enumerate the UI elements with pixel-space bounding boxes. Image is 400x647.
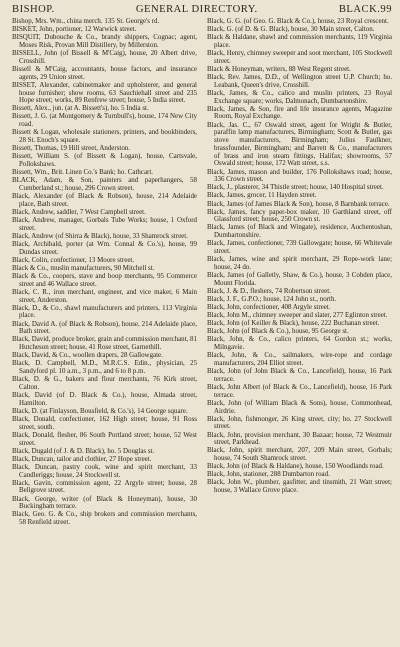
directory-entry: Black, John, fishmonger, 26 King street, city; ho. 27 Stockwell street. — [207, 414, 392, 431]
directory-entry: Black, Geo. G. & Co., ship brokers and commission merchants, 58 Renfield street. — [12, 510, 197, 527]
directory-entry: Black, D. Campbell, M.D., M.R.C.S. Edin., physician, 25 Sandyford pl. 10 a.m., 3 p.m., and 6 to 8 p.m. — [12, 359, 197, 376]
directory-entry: Black, Jas. C., 67 Oswald street, agent for Wright & Butler, paraffin lamp manufacturers, Birmingham; Scott & Butler, gas stove manufacturers, Birmingham; Julius Faulkner, brassfounder, Birmingham; and Barrett & Co., manufacturers of brass and iron steam fittings, Halifax; showrooms, 57 Oswald street; house, 172 Watt street, s.s. — [207, 120, 392, 168]
directory-entry: Black, Duncan, pastry cook, wine and spirit merchant, 33 Candleriggs; house, 24 Stockwell st. — [12, 462, 197, 479]
directory-entry: Black, D., & Co., shawl manufacturers and printers, 113 Virginia place. — [12, 303, 197, 320]
directory-entry: Black, John, spirit merchant, 207, 209 Main street, Gorbals; house, 74 South Shamrock street. — [207, 446, 392, 463]
running-header — [12, 4, 392, 16]
directory-entry: Bissett, Wm., Brit. Linen Co.'s Bank; ho. Cathcart. — [12, 168, 154, 177]
directory-entry: Black & Co., muslin manufacturers, 90 Mitchell st. — [12, 263, 155, 272]
directory-entry: Black, G. G. (of Geo. G. Black & Co.), house, 23 Royal crescent. — [207, 17, 389, 25]
directory-entry: Black, Dugald (of J. & D. Black), ho. 5 Douglas st. — [12, 446, 155, 455]
directory-entry: Black, Rev. James, D.D., of Wellington street U.P. Church; ho. Leabank, Queen's drive, Crosshill. — [207, 72, 392, 89]
right-column — [207, 18, 392, 527]
directory-entry: Black, Andrew (of Shirra & Black), house, 33 Shamrock street. — [12, 231, 188, 240]
header-left: BISHOP. — [12, 4, 55, 15]
directory-entry: Black, David A. (of Black & Robson), house, 214 Adelaide place, Bath street. — [12, 319, 197, 336]
directory-entry: Black, James, & Co., calico and muslin printers, 23 Royal Exchange square; works, Dalmonach, Dumbartonshire. — [207, 88, 392, 105]
directory-entry: Black, John (of Keiller & Black), house, 222 Buchanan street. — [207, 319, 380, 328]
directory-entry: Black, J. F., G.P.O.; house, 124 John st., north. — [207, 294, 337, 303]
directory-entry: Black, James (of James Black & Son), house, 8 Barnbank terrace. — [207, 199, 390, 208]
directory-entry: Black, D. & G., bakers and flour merchants, 76 Kirk street, Calton. — [12, 375, 197, 391]
directory-entry: Bissell & M'Caig, accountants, house factors, and insurance agents, 29 Union street. — [12, 64, 197, 81]
directory-entry: Black, John, stationer, 288 Dumbarton road. — [207, 470, 330, 479]
directory-entry: Black, D. (at Finlayson, Bousfield, & Co.'s), 14 George square. — [12, 406, 188, 415]
directory-entry: Black, John, & Co., calico printers, 64 Gordon st.; works, Milngavie. — [207, 335, 392, 352]
directory-entry: Black, John Albert (of Black & Co., Lancefield), house, 16 Park terrace. — [207, 382, 392, 399]
left-column — [12, 18, 197, 527]
directory-entry: Black, Colin, confectioner, 13 Moore street. — [12, 255, 135, 264]
directory-entry: Black, George, writer (of Black & Honeyman), house, 30 Buckingham terrace. — [12, 494, 197, 511]
directory-entry: BISKET, John, portioner, 12 Warwick street. — [12, 25, 137, 34]
directory-entry: Bissett, Thomas, 19 Hill street, Anderston. — [12, 144, 130, 153]
directory-entry: BISSET, Alexander, cabinetmaker and upholsterer, and general house furnisher; show rooms, 63 Sauchiehall street and 235 Hope street; works, 89 Renfrew street; house, 5 India street. — [12, 80, 197, 105]
directory-entry: Black, David (of D. Black & Co.), house, Almada street, Hamilton. — [12, 391, 197, 407]
directory-entry: Bissett, Alex., jun. (at A. Bissett's), ho. 5 India st. — [12, 104, 149, 113]
directory-entry: Black, James, grocer, 11 Hayden street. — [207, 191, 317, 200]
directory-entry: BISQUIT, Dubouche & Co., brandy shippers, Cognac; agent, Moses Risk, Provan Mill Distillery, by Millerston. — [12, 33, 197, 49]
header-right: BLACK. — [338, 4, 381, 15]
directory-entry: Black, David, & Co., woollen drapers, 28 Gallowgate. — [12, 351, 163, 360]
directory-entry: Black, Duncan, tailor and clothier, 27 Hope street. — [12, 454, 152, 463]
directory-entry: Black, John (of John Black & Co., Lancefield), house, 16 Park terrace. — [207, 367, 392, 383]
directory-entry: Black & Honeyman, writers, 88 West Regent street. — [207, 64, 351, 73]
directory-entry: Black, James (of Galletly, Shaw, & Co.), house, 3 Cobden place, Mount Florida. — [207, 271, 392, 287]
directory-entry: Black, Andrew, saddler, 7 West Campbell street. — [12, 207, 146, 216]
directory-entry: Bissett, William S. (of Bissett & Logan), house, Cartsvale, Pollokshaws. — [12, 152, 197, 169]
directory-entry: Black, Donald, confectioner, 162 High street; house, 91 Ross street, south. — [12, 414, 197, 431]
directory-entry: Bissett, J. G. (at Montgomery & Turnbull's), house, 174 New City road. — [12, 112, 197, 129]
directory-entry: Black, James, wine and spirit merchant, 29 Rope-work lane; house, 24 do. — [207, 255, 392, 271]
directory-entry: Black, John, confectioner, 408 Argyle street. — [207, 303, 331, 312]
directory-entry: Black, James, fancy paper-box maker, 10 Garthland street, off Glassford street; house, 250 Crown st. — [207, 207, 392, 224]
directory-entry: Black, John M., chimney sweeper and slater, 277 Eglinton street. — [207, 311, 388, 320]
directory-entry: Black, James, & Son, fire and life insurance agents, Magazine Room, Royal Exchange. — [207, 104, 392, 121]
directory-entry: Black, Donald, flesher, 86 South Portland street; house, 52 West street. — [12, 430, 197, 447]
directory-entry: Black, G. (of D. & G. Black), house, 30 Main street, Calton. — [207, 25, 375, 34]
directory-entry: Black, David, produce broker, grain and commission merchant, 81 Hutcheson street; house, 41 Rose street, Garnethill. — [12, 335, 197, 352]
directory-entry: Black, John (of Black & Haldane), house, 150 Woodlands road. — [207, 462, 384, 471]
directory-entry: Black, James (of Black and Wingate), residence, Auchentoshan, Dumbartonshire. — [207, 223, 392, 240]
header-center: GENERAL DIRECTORY. — [135, 4, 258, 15]
directory-entry: Black, C. R., iron merchant, engineer, and vice maker, 6 Main street, Anderston. — [12, 287, 197, 304]
directory-entry: Black, James, confectioner, 739 Gallowgate; house, 66 Whitevale street. — [207, 239, 392, 256]
directory-entry: Black, John, provision merchant, 30 Bazaar; house, 72 Westmuir street, Parkhead. — [207, 430, 392, 447]
directory-entry: Black, Andrew, manager, Gorbals Tube Works; house, 1 Oxford street. — [12, 215, 197, 232]
directory-entry: Black, James, mason and builder, 176 Pollokshaws road; house, 336 Crown street. — [207, 167, 392, 184]
directory-entry: Black, Archibald, porter (at Wm. Connal & Co.'s), house, 99 Dundas street. — [12, 239, 197, 256]
directory-entry: Black & Co., coopers, stave and hoop merchants, 95 Commerce street and 46 Wallace street. — [12, 271, 197, 288]
directory-entry: Bissett & Logan, wholesale stationers, printers, and bookbinders, 28 St. Enoch's square. — [12, 128, 197, 145]
directory-entry: Black & Haldane, shawl and commission merchants, 119 Virginia place. — [207, 33, 392, 49]
directory-entry: Black, Gavin, commission agent, 22 Argyle street; house, 28 Bellgrove street. — [12, 478, 197, 495]
directory-entry: Black, Henry, chimney sweeper and soot merchant, 105 Stockwell street. — [207, 49, 392, 65]
directory-entry: Black, John (of William Black & Sons), house, Commonhead, Airdrie. — [207, 398, 392, 415]
directory-entry: Black, J., plasterer, 34 Thistle street; house, 140 Hospital street. — [207, 183, 384, 192]
directory-entry: Black, John W., plumber, gasfitter, and tinsmith, 21 Watt street; house, 3 Wallace Grove place. — [207, 478, 392, 495]
directory-entry: BLACK, Adam, & Son, painters and paperhangers, 58 Cumberland st.; house, 296 Crown street. — [12, 176, 197, 192]
directory-entry: Bishop, Mrs. Wm., china merch. 135 St. George's rd. — [12, 17, 160, 25]
directory-entry: Black, J. & D., fleshers, 74 Robertson street. — [207, 286, 331, 295]
directory-entry: Black, Alexander (of Black & Robson), house, 214 Adelaide place, Bath street. — [12, 192, 197, 208]
page-number: 99 — [380, 4, 392, 15]
directory-entry: Black, John (of Black & Co.), house, 95 George st. — [207, 327, 349, 336]
directory-entry: BISSELL, John (of Bissell & M'Caig), house, 20 Albert drive, Crosshill. — [12, 49, 197, 65]
directory-entry: Black, John, & Co., sailmakers, wire-rope and cordage manufacturers, 204 Elliot street. — [207, 351, 392, 368]
